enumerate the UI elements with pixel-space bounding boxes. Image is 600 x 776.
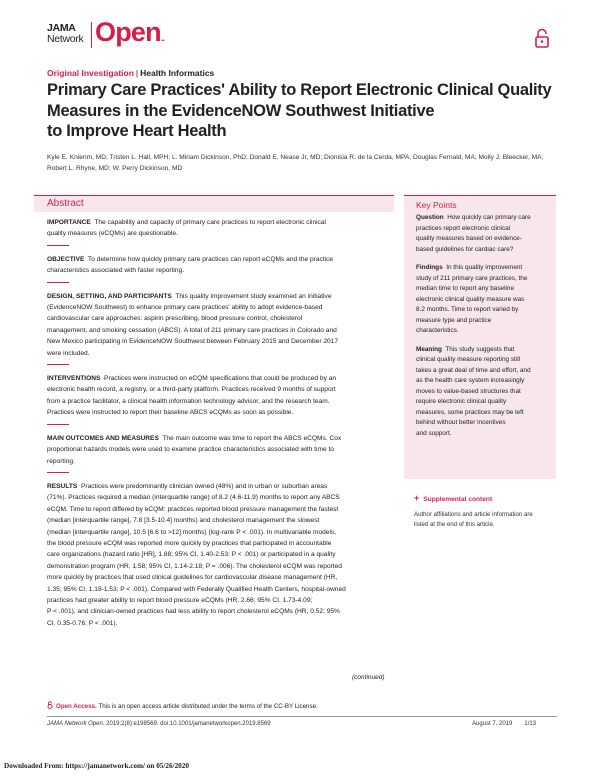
abstract-line: from a practice facilitator, a clinical health information technology advisor, and the research team. [47,397,330,405]
download-note: Downloaded From: https://jamanetwork.com/ on 05/26/2020 [4,762,189,770]
subcategory-label: Health Informatics [140,68,215,78]
abstract-line: P < .001), and clinician-owned practices had less ability to report cholesterol eCQMs (HR, 0.52; 95% [47,608,340,616]
supplemental-content-link[interactable] [414,493,492,503]
abstract-line: electronic health record, a registry, or a third-party platform. Practices received 9 months of support [47,386,336,394]
abstract-line: Practices were instructed to report their baseline ABCS eCQMs as soon as possible. [47,409,294,417]
key-point-findings [416,263,552,337]
key-point-line [416,263,552,274]
open-access-icon [47,701,53,709]
key-point-line: and support. [416,429,452,437]
abstract-interventions [47,373,389,419]
key-point-line [416,213,552,224]
abstract-line [47,217,389,228]
key-point-line: behind without better incentives [416,419,506,426]
abstract-line: characteristics associated with faster reporting. [47,267,185,275]
key-point-line: characteristics. [416,327,459,334]
author-line: Kyle E. Knierim, MD; Tristen L. Hall, MPH; L. Miriam Dickinson, PhD; Donald E. Nease Jr, MD; Dionisia R. de la Cerda, MPA; Douglas Fernald, MA; Molly J. Bleecker, MA; [47,154,544,161]
logo-open-word: Open [95,17,161,47]
key-point-text: In this quality improvement [446,264,523,271]
section-label: OBJECTIVE [47,255,85,263]
key-point-line: based guidelines for cardiac care? [416,245,514,253]
logo-open-dots: .. [160,33,165,43]
abstract-results [47,481,389,629]
abstract-outcomes [47,433,389,467]
section-divider [47,245,69,246]
section-divider [47,282,69,283]
abstract-line [47,254,389,265]
section-divider [47,472,69,473]
key-point-line: 8.2 months. Time to report varied by [416,306,519,313]
abstract-line [47,373,389,384]
key-point-label: Findings [416,264,443,271]
section-text: The main outcome was time to report the ABCS eCQMs. Cox [162,434,342,442]
citation-text[interactable]: 2019;2(8):e198569. doi:10.1001/jamanetworkopen.2019.8569 [106,721,271,727]
key-point-line: practices report electronic clinical [416,224,511,232]
key-points-body [416,213,552,447]
key-point-line: electronic clinical quality measure was [416,295,525,303]
title-line: Measures in the EvidenceNOW Southwest Initiative [47,101,435,120]
author-line: Robert L. Rhyne, MD; W. Perry Dickinson, MD [47,165,183,172]
section-text: This quality improvement study examined an initiative [175,292,332,300]
key-point-line: require electronic clinical quality [416,398,507,405]
continued-note: (continued) [352,674,385,681]
key-point-line: study of 211 primary care practices, the [416,274,528,282]
abstract-body [47,217,389,629]
section-label: INTERVENTIONS [47,375,101,383]
section-label: IMPORTANCE [47,219,91,226]
abstract-line: more quickly by practices that used clinical guidelines for cardiovascular disease management (HR, [47,574,338,582]
key-point-line: clinical quality measure reporting still [416,356,521,363]
key-point-line: as the health care system increasingly [416,377,525,384]
key-point-line: moves to value-based structures that [416,387,521,395]
abstract-line: demonstration program (HR, 1.58; 95% CI, 1.14-2.18; P = .006). The cholesterol eCQM was reported [47,562,342,570]
abstract-line: eCQM. Time to report differed by eCQM: practices reported blood pressure management the fastest [47,505,339,513]
abstract-line [47,433,389,444]
abstract-line: practices had greater ability to report blood pressure eCQMs (HR, 2.66; 95% CI, 1.73-4.09; [47,596,313,604]
footer-citation [47,721,271,727]
category-separator: | [135,68,139,78]
abstract-line [47,291,389,302]
abstract-line: quality measures (eCQMs) are questionable. [47,230,178,238]
title-line: Primary Care Practices' Ability to Report Electronic Clinical Quality [47,81,552,99]
abstract-line [47,481,389,492]
section-label: DESIGN, SETTING, AND PARTICIPANTS [47,292,172,300]
page-number: 1/13 [524,721,537,727]
key-point-meaning [416,345,552,440]
abstract-line: proportional hazards models were used to examine practice characteristics associated with time to [47,446,334,454]
abstract-line: (71%). Practices required a median (interquartile range) of 8.2 (4.6-11.9) months to report any ABCS [47,494,340,502]
article-category [47,68,214,79]
supplemental-label: Supplemental content [423,496,493,503]
journal-header [47,12,567,54]
section-divider [47,424,69,425]
category-label[interactable]: Original Investigation [47,68,134,78]
abstract-objective [47,254,389,277]
section-text: Practices were predominantly clinician owned (48%) and in urban or suburban areas [80,482,328,490]
open-access-label[interactable]: Open Access. [56,703,97,710]
affiliation-line: listed at the end of this article. [414,520,495,528]
unlocked-padlock-icon [534,28,550,48]
journal-name: JAMA Network Open. [47,721,105,727]
logo-jama-text: JAMA [47,22,76,34]
key-points-box [404,195,556,479]
footer-divider [47,716,557,717]
key-point-line: median time to report any baseline [416,285,515,292]
abstract-line: were included. [47,349,90,357]
author-affiliations-note [414,510,554,529]
abstract-line: reporting. [47,457,75,465]
footer-date-page [472,721,536,727]
abstract-line: cardiovascular care approaches: aspirin prescribing, blood pressure control, cholesterol [47,315,303,323]
jama-network-logo [47,23,83,44]
logo-divider [91,22,92,48]
key-point-line: takes a great deal of time and effort, and [416,366,531,374]
logo-network-text: Network [47,32,84,45]
abstract-line: (EvidenceNOW Southwest) to enhance primary care practices' ability to adopt evidence-based [47,304,323,312]
key-points-heading: Key Points [416,200,457,210]
key-point-text: This study suggests that [445,345,515,353]
abstract-line: CI, 0.35-0.76; P < .001). [47,619,118,627]
abstract-header [34,195,394,212]
key-point-line: measure type and practice [416,316,492,324]
section-text: The capability and capacity of primary care practices to report electronic clinical [94,219,327,226]
key-point-line [416,345,552,356]
section-text: Practices were instructed on eCQM specifications that could be produced by an [104,375,337,383]
abstract-line: (median [interquartile range], 10.5 [6.6 to >12] months) (log-rank P < .001). In multivariable models, [47,528,337,536]
open-access-text: This is an open access article distributed under the terms of the CC-BY License. [98,703,318,710]
key-point-question [416,213,552,255]
key-point-text: How quickly can primary care [447,214,531,221]
abstract-design [47,291,389,359]
plus-icon: + [414,493,420,503]
section-divider [47,364,69,365]
publication-date: August 7, 2019 [472,721,513,727]
article-title [47,80,557,142]
author-list [47,152,567,174]
key-point-label: Meaning [416,345,442,353]
abstract-heading: Abstract [47,198,84,209]
affiliation-line: Author affiliations and article information are [414,511,533,518]
logo-open-text [95,17,164,53]
abstract-line: 1.35; 95% CI, 1.18-1.53; P < .001). Compared with Federally Qualified Health Centers, hospital-owned [47,585,346,593]
title-line: to Improve Heart Health [47,122,227,140]
section-label: MAIN OUTCOMES AND MEASURES [47,434,159,442]
abstract-line: care organizations (hazard ratio [HR], 1.88; 95% CI, 1.40-2.53; P < .001) or participated in a quality [47,551,336,559]
abstract-line: (median [interquartile range], 7.8 [3.5-10.4] months) and cholesterol management the slowest [47,517,320,525]
abstract-importance [47,217,389,240]
key-point-label: Question [416,214,444,221]
abstract-line: New Mexico participating in EvidenceNOW Southwest between February 2015 and December 2017 [47,338,339,346]
key-point-line: measures, some practices may be left [416,408,524,416]
abstract-line: the blood pressure eCQM was reported more quickly by practices that participated in accountable [47,539,332,547]
section-text: To determine how quickly primary care practices can report eCQMs and the practice [87,255,334,263]
open-access-notice [47,701,318,710]
section-label: RESULTS [47,482,78,490]
key-point-line: quality measures based on evidence- [416,235,522,242]
abstract-line: management, and smoking cessation (ABCS). A total of 211 primary care practices in Colorado and [47,326,337,334]
